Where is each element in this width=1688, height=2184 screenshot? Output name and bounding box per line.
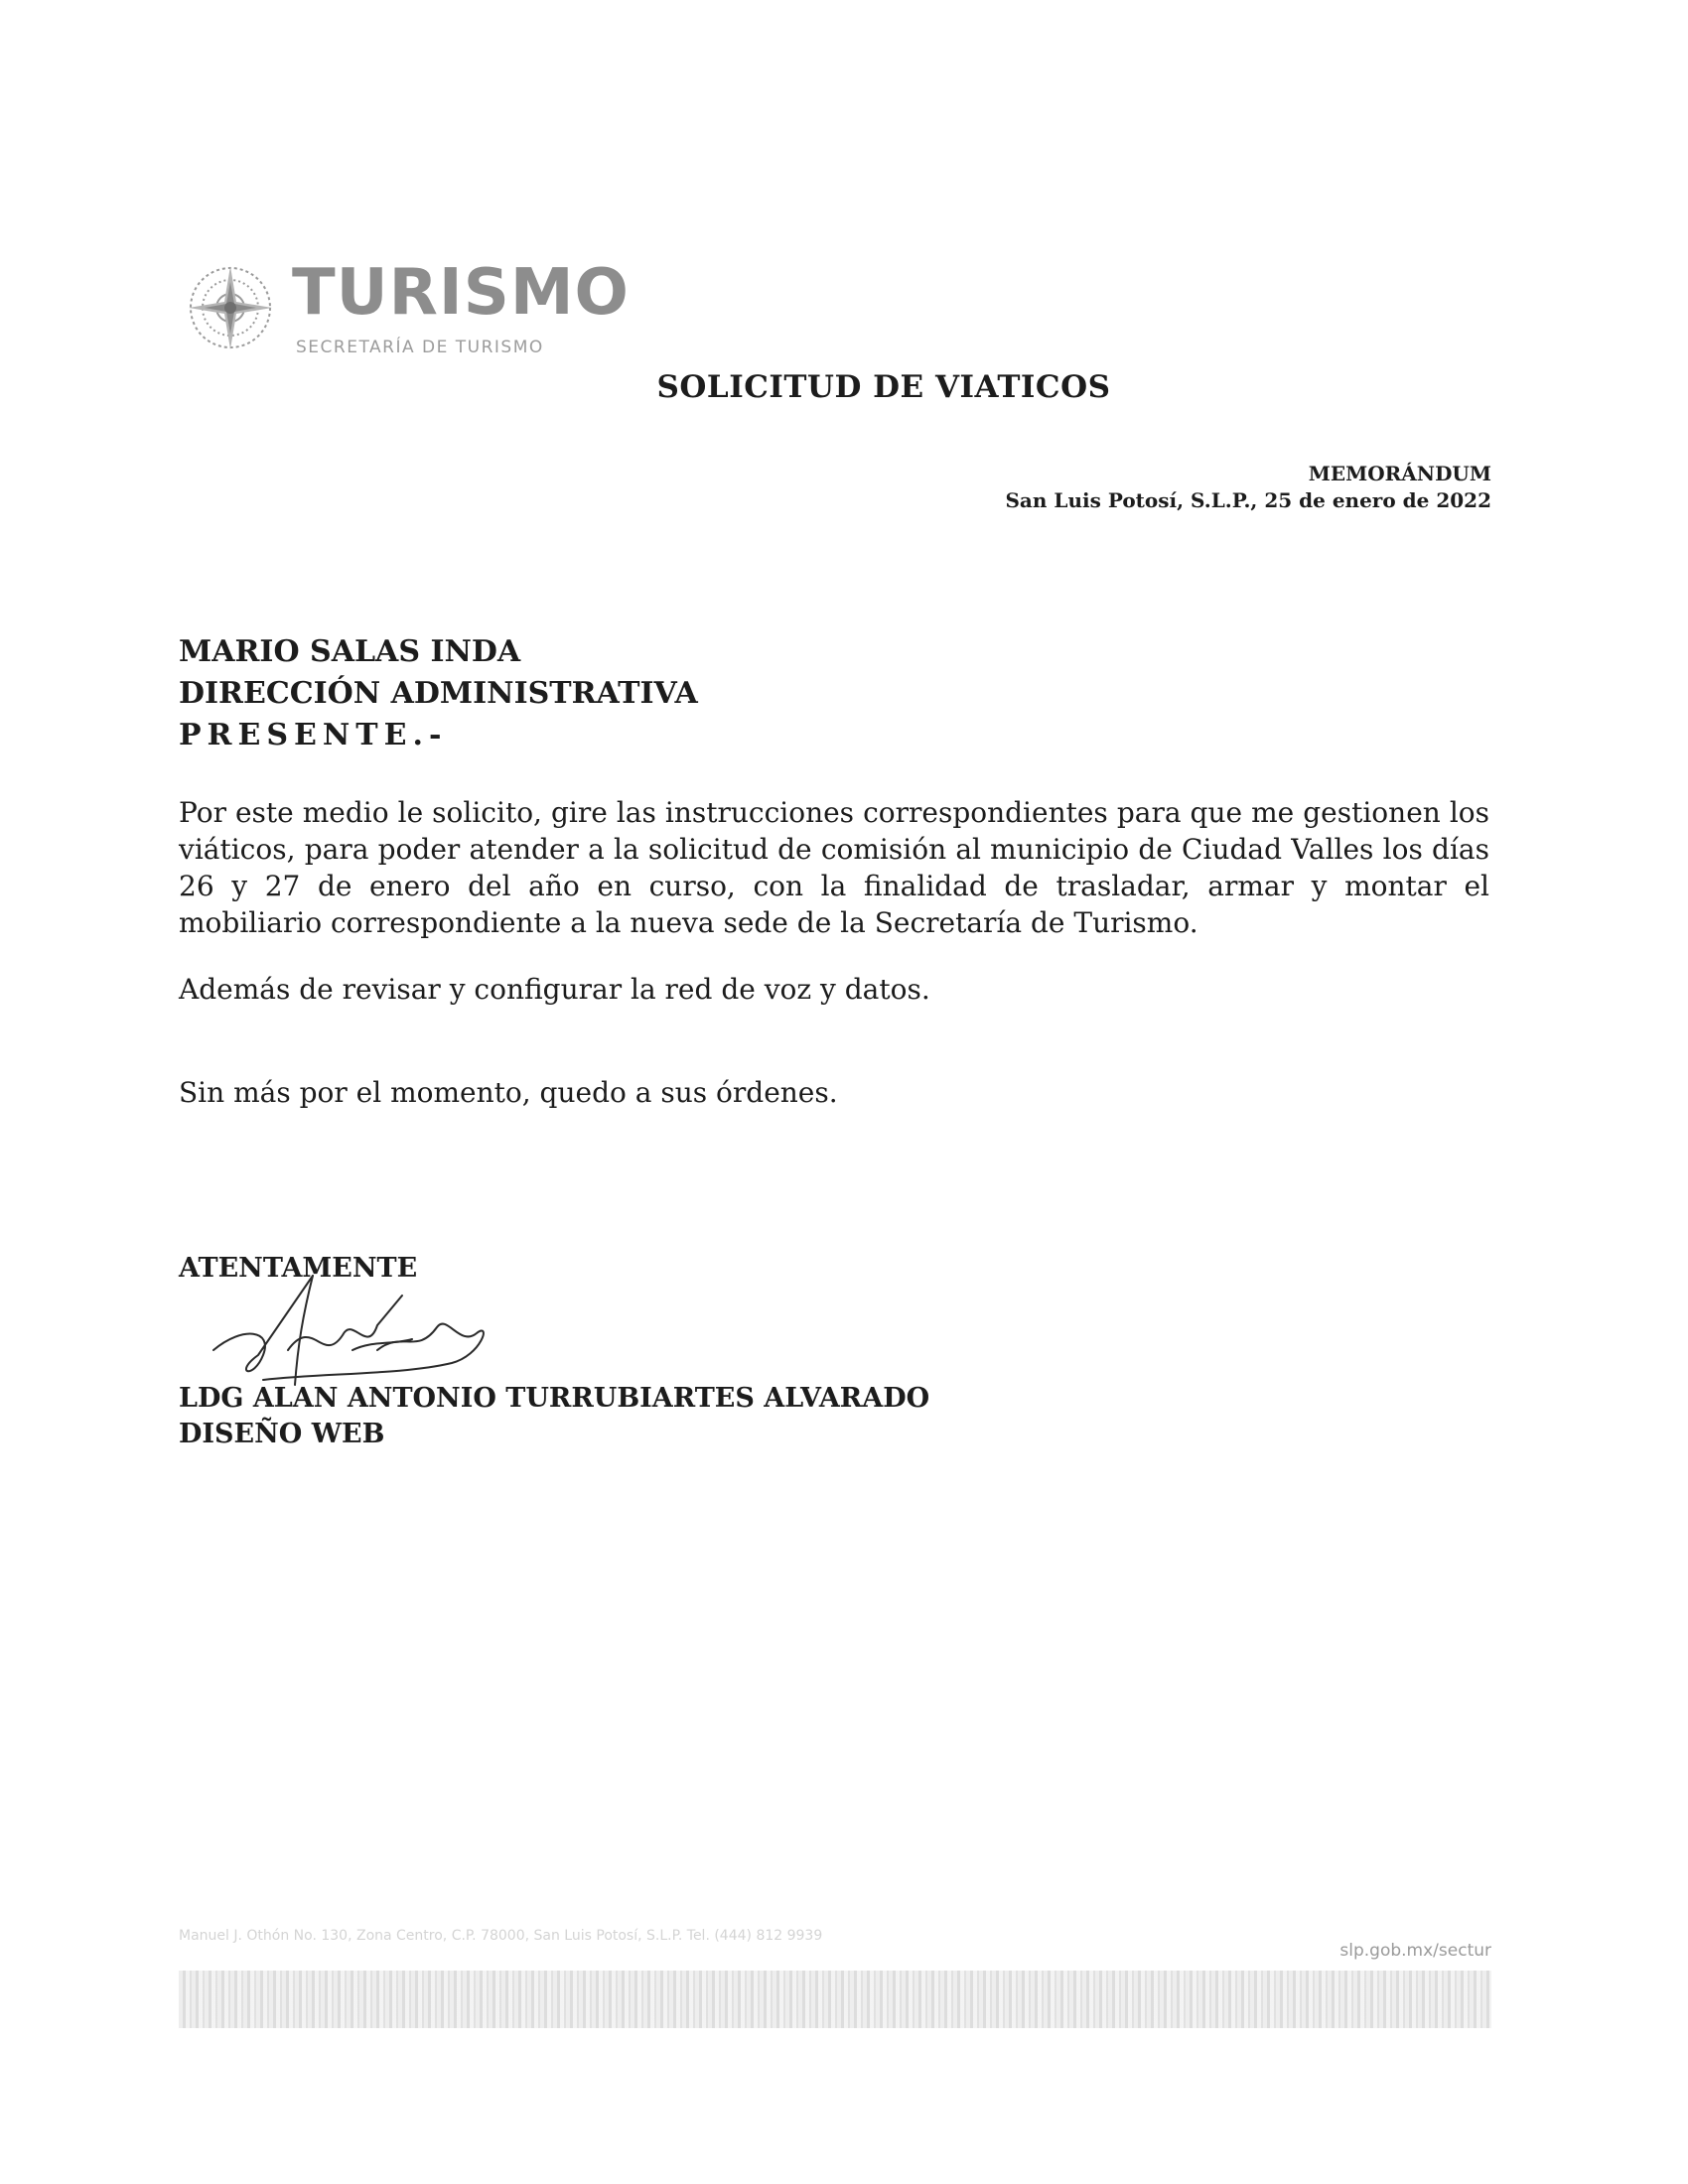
- body-paragraph-request: Por este medio le solicito, gire las instrucciones correspondientes para que me gestionen los viáticos, para poder atender a la solicitud de comisión al municipio de Ciudad Valles los días 26 y 27 de enero del año en curso, con la finalidad de trasladar, armar y montar el mobiliario correspondiente a la nueva sede de la Secretaría de Turismo.: [179, 796, 1489, 939]
- body-closing: Sin más por el momento, quedo a sus órdenes.: [179, 1076, 838, 1109]
- document-title: SOLICITUD DE VIATICOS: [656, 369, 1111, 405]
- body-paragraph-network: Además de revisar y configurar la red de voz y datos.: [179, 973, 930, 1006]
- memo-header: [1005, 461, 1491, 514]
- ornamental-star-emblem-icon: [185, 262, 276, 353]
- memo-label: MEMORÁNDUM: [1308, 462, 1491, 485]
- turismo-logo: [185, 256, 641, 369]
- recipient-block: [179, 631, 698, 756]
- signer-role: DISEÑO WEB: [179, 1419, 385, 1449]
- signer-name: LDG ALAN ANTONIO TURRUBIARTES ALVARADO: [179, 1383, 930, 1414]
- recipient-department: DIRECCIÓN ADMINISTRATIVA: [179, 676, 698, 711]
- logo-wordmark: TURISMO: [292, 256, 630, 330]
- presente-line: PRESENTE.-: [179, 718, 448, 752]
- footer-decorative-band: [179, 1971, 1491, 2028]
- logo-subtitle: SECRETARÍA DE TURISMO: [296, 338, 544, 357]
- recipient-name: MARIO SALAS INDA: [179, 634, 521, 669]
- signature-block: [179, 1251, 929, 1452]
- place-date: San Luis Potosí, S.L.P., 25 de enero de 2022: [1005, 488, 1491, 512]
- signature-greeting: ATENTAMENTE: [179, 1253, 418, 1284]
- footer-address: Manuel J. Othón No. 130, Zona Centro, C.P. 78000, San Luis Potosí, S.L.P. Tel. (444) 812 9939: [179, 1928, 823, 1944]
- footer-website: slp.gob.mx/sectur: [1339, 1941, 1491, 1961]
